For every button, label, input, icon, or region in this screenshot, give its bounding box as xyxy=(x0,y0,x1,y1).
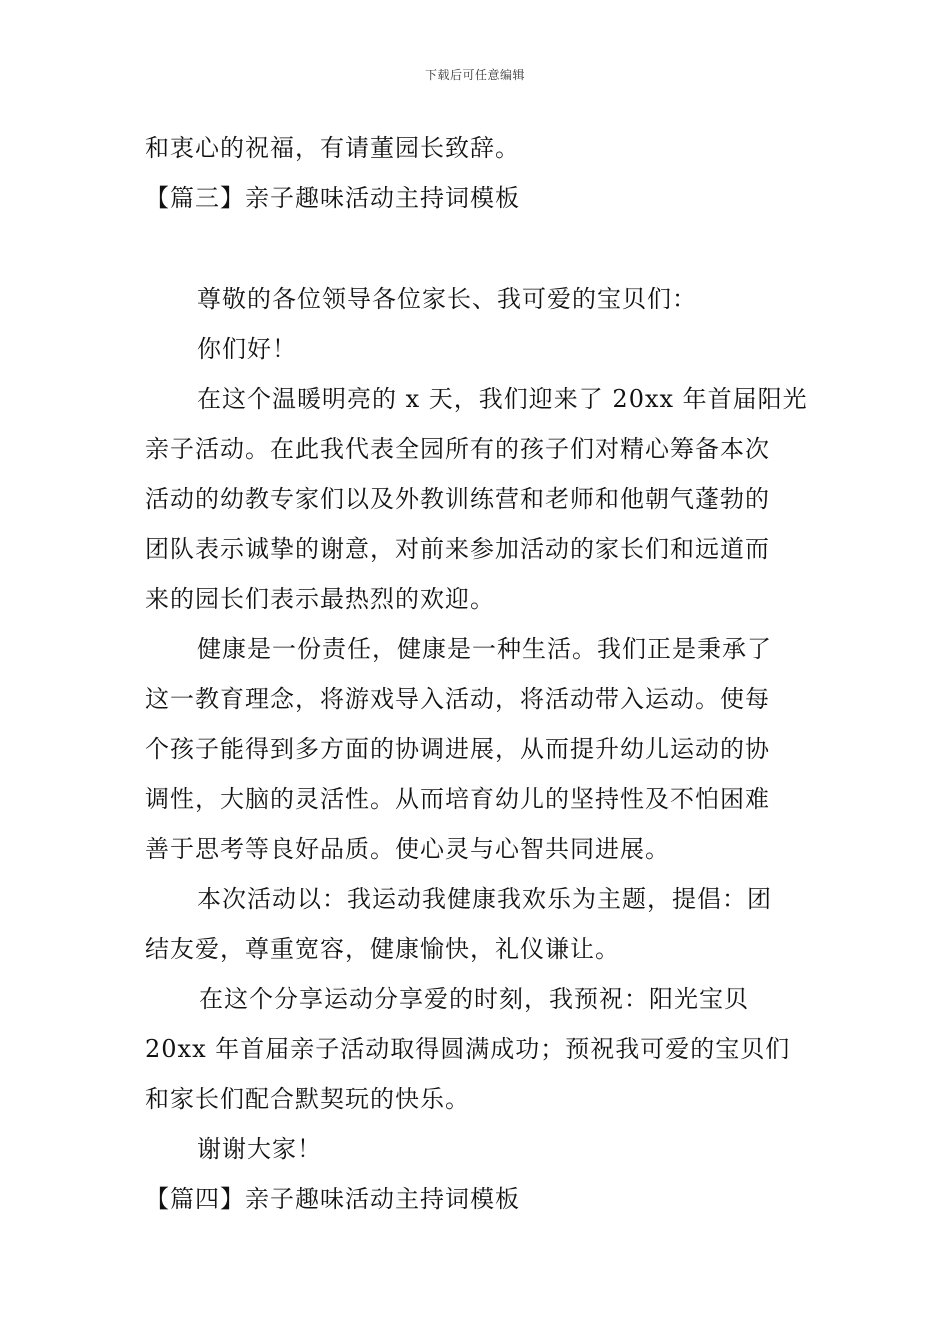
paragraph-line: 团队表示诚挚的谢意，对前来参加活动的家长们和远道而 xyxy=(145,535,770,563)
paragraph-line: 调性，大脑的灵活性。从而培育幼儿的坚持性及不怕困难 xyxy=(145,785,770,813)
paragraph-line: 本次活动以：我运动我健康我欢乐为主题，提倡：团 xyxy=(197,885,772,913)
paragraph-line: 这一教育理念，将游戏导入活动，将活动带入运动。使每 xyxy=(145,685,770,713)
paragraph-line: 来的园长们表示最热烈的欢迎。 xyxy=(145,585,495,613)
paragraph-line: 亲子活动。在此我代表全园所有的孩子们对精心筹备本次 xyxy=(145,435,770,463)
paragraph-line: 和家长们配合默契玩的快乐。 xyxy=(145,1085,470,1113)
closing-thanks: 谢谢大家！ xyxy=(197,1135,322,1163)
paragraph-line: 和衷心的祝福，有请董园长致辞。 xyxy=(145,134,520,162)
paragraph-line: 个孩子能得到多方面的协调进展，从而提升幼儿运动的协 xyxy=(145,735,770,763)
paragraph-line: 在这个分享运动分享爱的时刻，我预祝：阳光宝贝 xyxy=(199,985,749,1013)
section-heading: 【篇三】亲子趣味活动主持词模板 xyxy=(145,184,520,212)
greeting: 你们好！ xyxy=(197,335,297,363)
paragraph-line: 结友爱，尊重宽容，健康愉快，礼仪谦让。 xyxy=(145,935,620,963)
paragraph-line: 活动的幼教专家们以及外教训练营和老师和他朝气蓬勃的 xyxy=(145,485,770,513)
salutation: 尊敬的各位领导各位家长、我可爱的宝贝们： xyxy=(197,285,697,313)
section-heading: 【篇四】亲子趣味活动主持词模板 xyxy=(145,1185,520,1213)
page-header: 下载后可任意编辑 xyxy=(424,68,525,82)
paragraph-line: 在这个温暖明亮的 x 天，我们迎来了 20xx 年首届阳光 xyxy=(197,385,808,413)
paragraph-line: 20xx 年首届亲子活动取得圆满成功；预祝我可爱的宝贝们 xyxy=(145,1035,791,1063)
paragraph-line: 健康是一份责任，健康是一种生活。我们正是秉承了 xyxy=(197,635,772,663)
paragraph-line: 善于思考等良好品质。使心灵与心智共同进展。 xyxy=(145,835,670,863)
